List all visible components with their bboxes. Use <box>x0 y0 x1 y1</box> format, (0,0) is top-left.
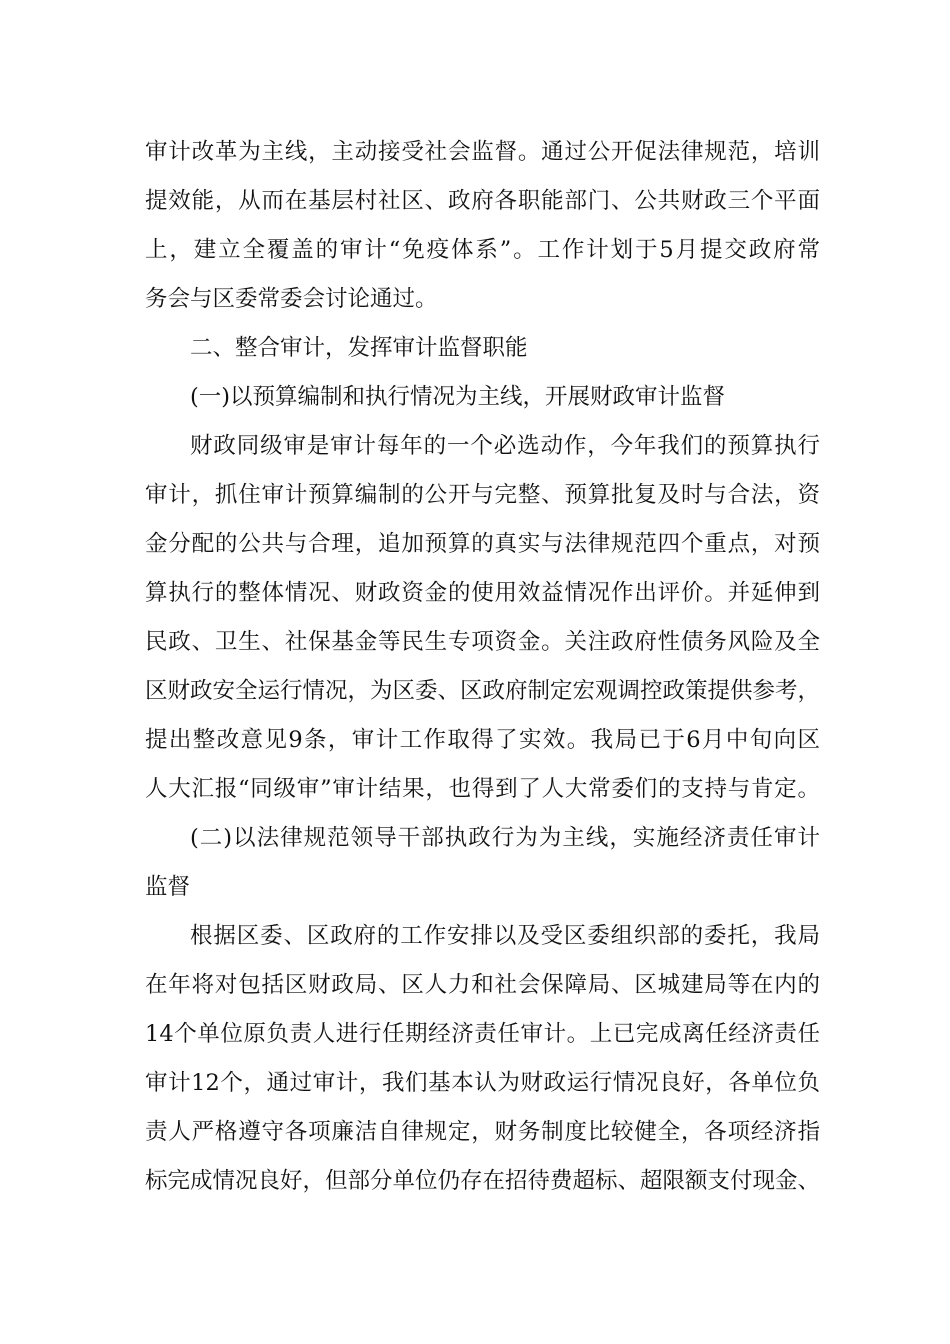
text-line: 区财政安全运行情况，为区委、区政府制定宏观调控政策提供参考， <box>145 678 821 704</box>
text-line: (一)以预算编制和执行情况为主线，开展财政审计监督 <box>190 384 726 410</box>
text-line: 财政同级审是审计每年的一个必选动作，今年我们的预算执行 <box>190 433 820 459</box>
text-line: (二)以法律规范领导干部执政行为为主线，实施经济责任审计 <box>190 825 820 851</box>
text-line: 根据区委、区政府的工作安排以及受区委组织部的委托，我局 <box>190 923 820 949</box>
text-line: 上，建立全覆盖的审计“免疫体系”。工作计划于5月提交政府常 <box>145 237 820 263</box>
text-line: 金分配的公共与合理，追加预算的真实与法律规范四个重点，对预 <box>145 531 820 557</box>
text-line: 标完成情况良好，但部分单位仍存在招待费超标、超限额支付现金、 <box>145 1168 821 1194</box>
text-line: 审计改革为主线，主动接受社会监督。通过公开促法律规范，培训 <box>145 139 820 165</box>
text-line: 14个单位原负责人进行任期经济责任审计。上已完成离任经济责任 <box>145 1021 820 1047</box>
text-line: 监督 <box>145 874 191 900</box>
text-line: 责人严格遵守各项廉洁自律规定，财务制度比较健全，各项经济指 <box>145 1119 820 1145</box>
text-line: 审计，抓住审计预算编制的公开与完整、预算批复及时与合法，资 <box>145 482 820 508</box>
document-body <box>145 128 820 1206</box>
text-line: 务会与区委常委会讨论通过。 <box>145 286 438 312</box>
text-line: 二、整合审计，发挥审计监督职能 <box>190 335 528 361</box>
text-line: 在年将对包括区财政局、区人力和社会保障局、区城建局等在内的 <box>145 972 820 998</box>
text-line: 提出整改意见9条，审计工作取得了实效。我局已于6月中旬向区 <box>145 727 820 753</box>
text-line: 审计12个，通过审计，我们基本认为财政运行情况良好，各单位负 <box>145 1070 820 1096</box>
text-line: 民政、卫生、社保基金等民生专项资金。关注政府性债务风险及全 <box>145 629 820 655</box>
text-line: 人大汇报“同级审”审计结果，也得到了人大常委们的支持与肯定。 <box>145 776 820 802</box>
text-line: 提效能，从而在基层村社区、政府各职能部门、公共财政三个平面 <box>145 188 820 214</box>
text-line: 算执行的整体情况、财政资金的使用效益情况作出评价。并延伸到 <box>145 580 820 606</box>
